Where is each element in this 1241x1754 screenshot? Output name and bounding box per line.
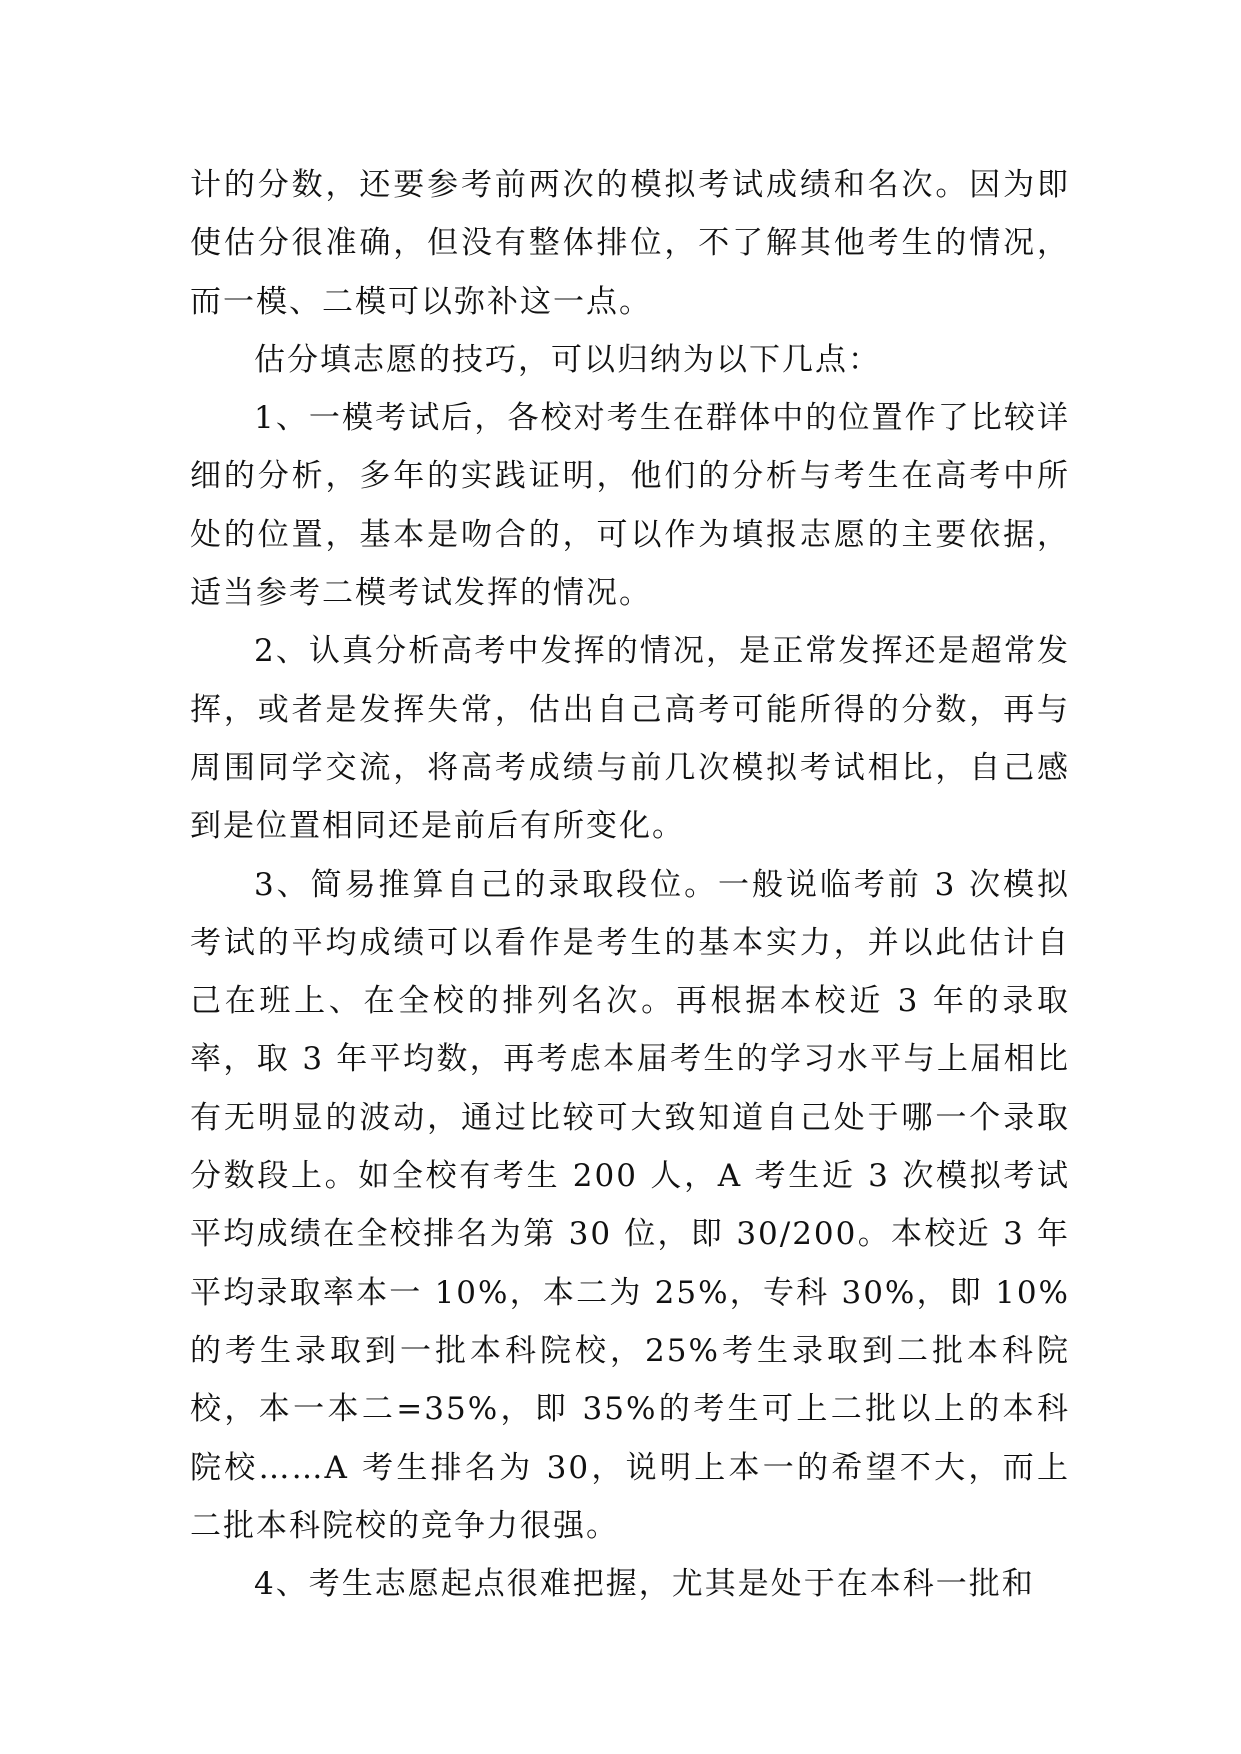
paragraph-continuation: 计的分数，还要参考前两次的模拟考试成绩和名次。因为即使估分很准确，但没有整体排位，不了解其他考生的情况，而一模、二模可以弥补这一点。 (190, 167, 1070, 320)
document-body (190, 156, 1070, 1613)
paragraph-tip-2: 2、认真分析高考中发挥的情况，是正常发挥还是超常发挥，或者是发挥失常，估出自己高考可能所得的分数，再与周围同学交流，将高考成绩与前几次模拟考试相比，自己感到是位置相同还是前后有所变化。 (190, 633, 1070, 845)
paragraph-tips-intro: 估分填志愿的技巧，可以归纳为以下几点： (254, 341, 881, 378)
paragraph-tip-4: 4、考生志愿起点很难把握，尤其是处于在本科一批和 (254, 1566, 1035, 1603)
paragraph-tip-1: 1、一模考试后，各校对考生在群体中的位置作了比较详细的分析，多年的实践证明，他们的分析与考生在高考中所处的位置，基本是吻合的，可以作为填报志愿的主要依据，适当参考二模考试发挥的情况。 (190, 400, 1070, 612)
paragraph-tip-3: 3、简易推算自己的录取段位。一般说临考前 3 次模拟考试的平均成绩可以看作是考生的基本实力，并以此估计自己在班上、在全校的排列名次。再根据本校近 3 年的录取率，取 3 年平均数，再考虑本届考生的学习水平与上届相比有无明显的波动，通过比较可大致知道自己处于哪一个录取分数段上。如全校有考生 200 人，A 考生近 3 次模拟考试平均成绩在全校排名为第 30 位，即 30/200。本校近 3 年平均录取率本一 10%，本二为 25%，专科 30%，即 10%的考生录取到一批本科院校，25%考生录取到二批本科院校，本一本二=35%，即 35%的考生可上二批以上的本科院校……A 考生排名为 30，说明上本一的希望不大，而上二批本科院校的竞争力很强。 (190, 866, 1070, 1544)
